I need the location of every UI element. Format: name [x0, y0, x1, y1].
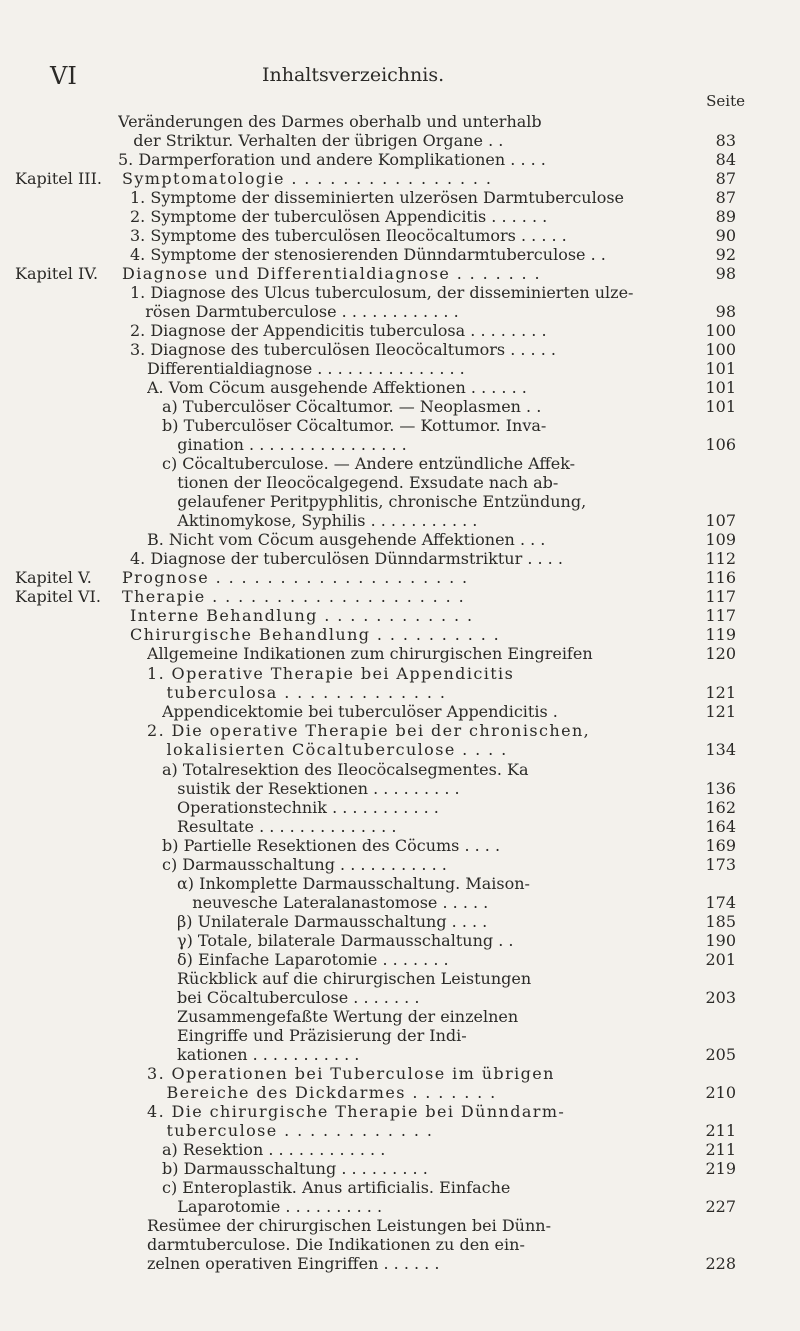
- entry-line: tuberculosa . . . . . . . . . . . . .: [147, 683, 447, 702]
- entry-title: [177, 950, 690, 969]
- entry-page-number: 228: [705, 1254, 736, 1273]
- entry-page-number: 107: [705, 511, 736, 530]
- entry-line: Symptomatologie . . . . . . . . . . . . . . . .: [122, 169, 493, 188]
- entry-title: [162, 1159, 690, 1178]
- entry-line: 3. Operationen bei Tuberculose im übrigen: [147, 1064, 555, 1083]
- entry-title: [130, 283, 690, 321]
- entry-line: Eingriffe und Präzisierung der Indi-: [177, 1026, 467, 1045]
- chapter-label: Kapitel V.: [15, 568, 92, 587]
- entry-line: 4. Diagnose der tuberculösen Dünndarmstriktur . . . .: [130, 549, 563, 568]
- chapter-label: Kapitel VI.: [15, 587, 101, 606]
- entry-line: 2. Diagnose der Appendicitis tuberculosa . . . . . . . .: [130, 321, 547, 340]
- entry-line: γ) Totale, bilaterale Darmausschaltung . .: [177, 931, 514, 950]
- entry-page-number: 211: [705, 1121, 736, 1140]
- entry-line: Interne Behandlung . . . . . . . . . . . .: [130, 606, 474, 625]
- entry-page-number: 101: [705, 378, 736, 397]
- entry-page-number: 120: [705, 644, 736, 663]
- entry-line: darmtuberculose. Die Indikationen zu den ein-: [147, 1235, 525, 1254]
- entry-title: [147, 378, 690, 397]
- entry-line: kationen . . . . . . . . . . .: [177, 1045, 360, 1064]
- entry-title: [147, 1102, 690, 1140]
- entry-line: α) Inkomplette Darmausschaltung. Maison-: [177, 874, 530, 893]
- entry-page-number: 89: [715, 207, 736, 226]
- entry-page-number: 112: [705, 549, 736, 568]
- entry-line: Appendicektomie bei tuberculöser Appendicitis .: [162, 702, 558, 721]
- entry-line: zelnen operativen Eingriffen . . . . . .: [147, 1254, 440, 1273]
- entry-page-number: 101: [705, 397, 736, 416]
- entry-page-number: 109: [705, 530, 736, 549]
- entry-line: a) Resektion . . . . . . . . . . . .: [162, 1140, 386, 1159]
- entry-line: 1. Symptome der disseminierten ulzerösen Darmtuberculose: [130, 188, 625, 207]
- entry-title: [122, 568, 690, 587]
- entry-line: b) Tuberculöser Cöcaltumor. — Kottumor. Inva-: [162, 416, 547, 435]
- page-column-label: Seite: [706, 92, 745, 110]
- entry-title: [118, 150, 690, 169]
- entry-title: [162, 855, 690, 874]
- entry-page-number: 205: [705, 1045, 736, 1064]
- entry-line: c) Cöcaltuberculose. — Andere entzündliche Affek-: [162, 454, 576, 473]
- entry-page-number: 203: [705, 988, 736, 1007]
- entry-line: der Striktur. Verhalten der übrigen Organe . .: [118, 131, 504, 150]
- entry-title: [177, 931, 690, 950]
- entry-title: [177, 798, 690, 817]
- chapter-label: Kapitel IV.: [15, 264, 99, 283]
- entry-page-number: 117: [705, 587, 736, 606]
- entry-line: 2. Symptome der tuberculösen Appendicitis . . . . . .: [130, 207, 548, 226]
- entry-title: [162, 1178, 690, 1216]
- entry-line: 3. Symptome des tuberculösen Ileocöcaltumors . . . . .: [130, 226, 567, 245]
- entry-title: [177, 874, 690, 912]
- entry-page-number: 119: [705, 625, 736, 644]
- entry-page-number: 121: [705, 702, 736, 721]
- entry-line: neuvesche Lateralanastomose . . . . .: [177, 893, 489, 912]
- entry-title: [177, 817, 690, 836]
- entry-page-number: 117: [705, 606, 736, 625]
- entry-page-number: 100: [705, 340, 736, 359]
- entry-line: 3. Diagnose des tuberculösen Ileocöcaltumors . . . . .: [130, 340, 556, 359]
- entry-line: gination . . . . . . . . . . . . . . . .: [162, 435, 407, 454]
- entry-page-number: 98: [715, 264, 736, 283]
- entry-page-number: 174: [705, 893, 736, 912]
- entry-line: bei Cöcaltuberculose . . . . . . .: [177, 988, 420, 1007]
- entry-line: gelaufener Peritpyphlitis, chronische Entzündung,: [162, 492, 587, 511]
- entry-line: c) Darmausschaltung . . . . . . . . . . .: [162, 855, 447, 874]
- entry-line: A. Vom Cöcum ausgehende Affektionen . . . . . .: [147, 378, 527, 397]
- entry-page-number: 164: [705, 817, 736, 836]
- entry-title: [130, 606, 690, 625]
- entry-title: [122, 264, 690, 283]
- entry-line: 2. Die operative Therapie bei der chronischen,: [147, 721, 591, 740]
- entry-page-number: 116: [705, 568, 736, 587]
- entry-line: B. Nicht vom Cöcum ausgehende Affektionen . . .: [147, 530, 546, 549]
- entry-page-number: 92: [715, 245, 736, 264]
- entry-line: Therapie . . . . . . . . . . . . . . . . . . . .: [122, 587, 466, 606]
- entry-line: Prognose . . . . . . . . . . . . . . . . . . . .: [122, 568, 469, 587]
- entry-page-number: 84: [715, 150, 736, 169]
- entry-title: [122, 587, 690, 606]
- entry-title: [147, 1064, 690, 1102]
- entry-line: b) Partielle Resektionen des Cöcums . . . .: [162, 836, 501, 855]
- entry-line: Rückblick auf die chirurgischen Leistungen: [177, 969, 532, 988]
- running-title: Inhaltsverzeichnis.: [262, 64, 445, 86]
- entry-line: 4. Symptome der stenosierenden Dünndarmtuberculose . .: [130, 245, 606, 264]
- entry-line: a) Totalresektion des Ileocöcalsegmentes. Ka: [162, 760, 529, 779]
- entry-title: [162, 1140, 690, 1159]
- entry-line: 1. Operative Therapie bei Appendicitis: [147, 664, 515, 683]
- entry-line: lokalisierten Cöcaltuberculose . . . .: [147, 740, 508, 759]
- entry-line: b) Darmausschaltung . . . . . . . . .: [162, 1159, 428, 1178]
- entry-page-number: 106: [705, 435, 736, 454]
- entry-page-number: 219: [705, 1159, 736, 1178]
- page-number: VI: [50, 62, 77, 90]
- entry-line: 1. Diagnose des Ulcus tuberculosum, der disseminierten ulze-: [130, 283, 634, 302]
- entry-page-number: 169: [705, 836, 736, 855]
- entry-line: tionen der Ileocöcalgegend. Exsudate nach ab-: [162, 473, 559, 492]
- entry-title: [130, 625, 690, 644]
- entry-page-number: 134: [705, 740, 736, 759]
- entry-line: Operationstechnik . . . . . . . . . . .: [177, 798, 439, 817]
- entry-line: rösen Darmtuberculose . . . . . . . . . . . .: [130, 302, 459, 321]
- entry-page-number: 210: [705, 1083, 736, 1102]
- entry-title: [177, 912, 690, 931]
- entry-title: [130, 245, 690, 264]
- entry-title: [130, 226, 690, 245]
- entry-title: [130, 207, 690, 226]
- entry-title: [122, 169, 690, 188]
- entry-line: Chirurgische Behandlung . . . . . . . . . .: [130, 625, 501, 644]
- entry-page-number: 121: [705, 683, 736, 702]
- entry-page-number: 101: [705, 359, 736, 378]
- entry-line: Veränderungen des Darmes oberhalb und unterhalb: [118, 112, 542, 131]
- entry-page-number: 100: [705, 321, 736, 340]
- entry-title: [162, 454, 690, 530]
- entry-page-number: 173: [705, 855, 736, 874]
- entry-title: [130, 321, 690, 340]
- entry-title: [162, 836, 690, 855]
- entry-line: Differentialdiagnose . . . . . . . . . . . . . . .: [147, 359, 465, 378]
- entry-title: [147, 1216, 690, 1273]
- entry-title: [162, 416, 690, 454]
- entry-line: suistik der Resektionen . . . . . . . . .: [162, 779, 460, 798]
- entry-line: Resümee der chirurgischen Leistungen bei Dünn-: [147, 1216, 551, 1235]
- entry-title: [130, 188, 690, 207]
- entry-page-number: 90: [715, 226, 736, 245]
- entry-line: δ) Einfache Laparotomie . . . . . . .: [177, 950, 449, 969]
- entry-line: tuberculose . . . . . . . . . . . .: [147, 1121, 434, 1140]
- entry-page-number: 211: [705, 1140, 736, 1159]
- entry-title: [162, 702, 690, 721]
- entry-line: Resultate . . . . . . . . . . . . . .: [177, 817, 397, 836]
- entry-page-number: 136: [705, 779, 736, 798]
- entry-title: [118, 112, 690, 150]
- entry-line: a) Tuberculöser Cöcaltumor. — Neoplasmen . .: [162, 397, 542, 416]
- entry-page-number: 98: [715, 302, 736, 321]
- entry-title: [147, 530, 690, 549]
- entry-page-number: 227: [705, 1197, 736, 1216]
- entry-line: β) Unilaterale Darmausschaltung . . . .: [177, 912, 488, 931]
- entry-line: Zusammengefaßte Wertung der einzelnen: [177, 1007, 519, 1026]
- entry-title: [177, 969, 690, 1007]
- entry-page-number: 83: [715, 131, 736, 150]
- entry-title: [130, 340, 690, 359]
- entry-title: [177, 1007, 690, 1064]
- entry-line: 5. Darmperforation und andere Komplikationen . . . .: [118, 150, 546, 169]
- chapter-label: Kapitel III.: [15, 169, 102, 188]
- entry-line: Allgemeine Indikationen zum chirurgischen Eingreifen: [147, 644, 593, 663]
- entry-line: Diagnose und Differentialdiagnose . . . . . . .: [122, 264, 542, 283]
- entry-title: [162, 760, 690, 798]
- entry-title: [147, 644, 690, 663]
- entry-page-number: 87: [715, 188, 736, 207]
- entry-page-number: 185: [705, 912, 736, 931]
- entry-line: 4. Die chirurgische Therapie bei Dünndarm-: [147, 1102, 566, 1121]
- entry-line: Laparotomie . . . . . . . . . .: [162, 1197, 383, 1216]
- entry-page-number: 201: [705, 950, 736, 969]
- entry-title: [147, 664, 690, 702]
- entry-page-number: 190: [705, 931, 736, 950]
- entry-title: [147, 359, 690, 378]
- entry-title: [130, 549, 690, 568]
- entry-page-number: 87: [715, 169, 736, 188]
- entry-page-number: 162: [705, 798, 736, 817]
- entry-line: Bereiche des Dickdarmes . . . . . . .: [147, 1083, 497, 1102]
- entry-title: [162, 397, 690, 416]
- entry-line: c) Enteroplastik. Anus artificialis. Einfache: [162, 1178, 511, 1197]
- entry-line: Aktinomykose, Syphilis . . . . . . . . . . .: [162, 511, 478, 530]
- entry-title: [147, 721, 690, 759]
